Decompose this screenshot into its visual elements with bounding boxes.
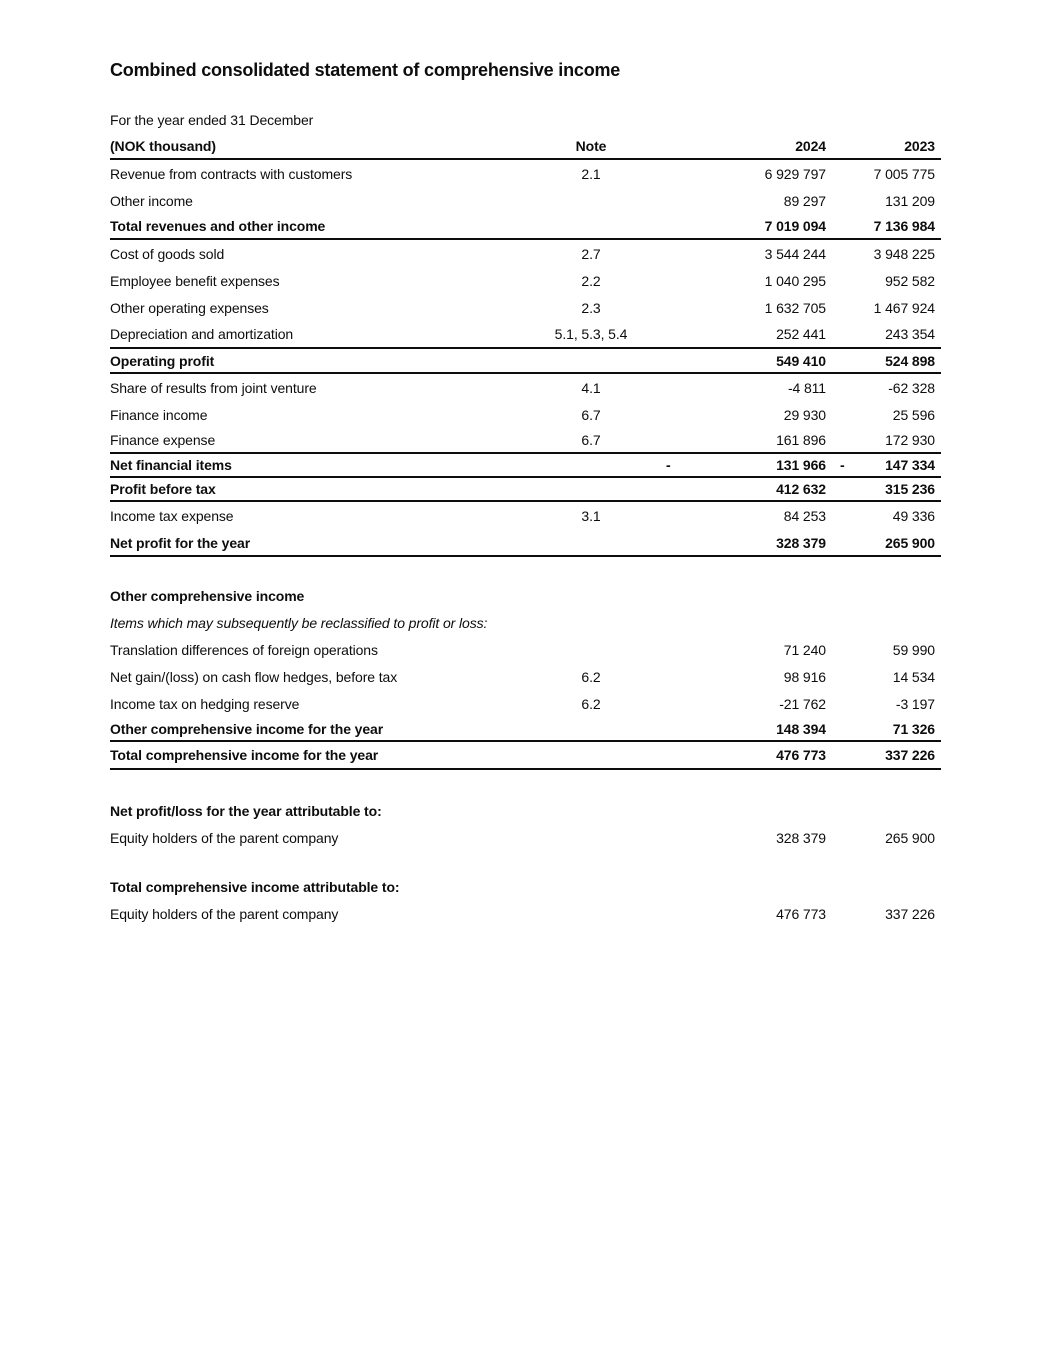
row-value-2024 [666,696,826,712]
value-2024-text: 412 632 [776,481,826,497]
row-label: Revenue from contracts with customers [110,165,353,182]
row-label: Net gain/(loss) on cash flow hedges, before tax [110,668,398,685]
value-2023-text: 265 900 [885,534,935,551]
table-row [110,478,941,502]
row-note: 4.1 [581,379,601,396]
value-2024-text: 98 916 [783,668,826,685]
row-value-2023 [826,906,941,922]
row-value-2023 [826,218,941,234]
row-label: Equity holders of the parent company [110,905,339,922]
column-header-2024: 2024 [795,138,826,154]
value-2024-text: 549 410 [776,352,826,369]
row-value-2024 [666,300,826,316]
value-2023-text: 524 898 [885,352,935,369]
value-2023-text: 337 226 [885,747,935,763]
value-2023-text: 25 596 [892,406,935,423]
table-row [110,530,941,557]
page-subtitle: For the year ended 31 December [110,112,314,128]
value-2024-text: -21 762 [779,695,826,712]
value-2023-text: 14 534 [892,668,935,685]
table-row [110,690,941,717]
value-2024-text: 1 040 295 [764,272,826,289]
table-row [110,401,941,428]
row-value-2024 [666,457,826,473]
row-label: Total revenues and other income [110,218,326,234]
oci-reclassification-note: Items which may subsequently be reclassified to profit or loss: [110,614,488,631]
row-value-2024 [666,273,826,289]
value-2024-text: 84 253 [783,508,826,524]
table-row [110,742,941,770]
value-2024-text: 328 379 [776,829,826,846]
row-value-2024 [666,642,826,658]
row-label: Income tax expense [110,508,234,524]
row-value-2023 [826,246,941,262]
value-2023-text: 3 948 225 [873,245,935,262]
row-value-2023 [826,353,941,369]
value-2023-text: 952 582 [885,272,935,289]
row-value-2024 [666,218,826,234]
value-2024-text: 252 441 [776,326,826,342]
row-value-2023 [826,326,941,342]
row-value-2024 [666,193,826,209]
row-value-2023 [826,830,941,846]
total-comprehensive-attribution-heading: Total comprehensive income attributable to: [110,878,400,895]
row-value-2024 [666,353,826,369]
value-2023-text: 7 136 984 [873,218,935,234]
row-value-2024 [666,906,826,922]
row-value-2024 [666,481,826,497]
row-value-2024 [666,407,826,423]
row-value-2023 [826,642,941,658]
row-note: 6.7 [581,432,601,448]
value-2024-text: 476 773 [776,905,826,922]
row-label: Other operating expenses [110,299,269,316]
row-value-2023 [826,721,941,737]
value-2024-text: 3 544 244 [764,245,826,262]
value-2024-text: 328 379 [776,534,826,551]
row-value-2024 [666,830,826,846]
oci-rows [110,636,941,770]
row-value-2024 [666,380,826,396]
total-comprehensive-attribution-section [110,873,941,927]
table-row [110,900,941,927]
value-2024-text: 148 394 [776,720,826,737]
row-value-2024 [666,326,826,342]
value-2023-text: 59 990 [892,641,935,658]
row-value-2023 [826,166,941,182]
net-profit-attribution-section [110,797,941,851]
row-value-2024 [666,747,826,763]
row-note: 6.2 [581,695,601,712]
row-label: Other comprehensive income for the year [110,720,384,737]
value-2023-text: -62 328 [888,379,935,396]
net-profit-attribution-heading: Net profit/loss for the year attributable to: [110,802,382,819]
value-2023-text: 7 005 775 [873,165,935,182]
column-header-2023: 2023 [904,138,935,154]
row-value-2023 [826,380,941,396]
row-value-2023 [826,696,941,712]
income-statement-table [110,134,941,557]
row-value-2024 [666,535,826,551]
row-label: Operating profit [110,352,215,369]
value-2023-text: 131 209 [885,192,935,209]
row-label: Depreciation and amortization [110,326,294,342]
page-title: Combined consolidated statement of comprehensive income [110,60,621,80]
row-label: Finance income [110,406,208,423]
row-note: 2.2 [581,272,601,289]
row-value-2023 [826,273,941,289]
value-2023-text: -3 197 [895,695,935,712]
net-profit-attribution-rows [110,824,941,851]
row-label: Cost of goods sold [110,245,225,262]
table-row [110,294,941,321]
table-row [110,636,941,663]
value-2024-text: 29 930 [783,406,826,423]
table-header-row [110,134,941,160]
row-note: 2.7 [581,245,601,262]
value-2023-text: 49 336 [892,508,935,524]
row-note: 6.2 [581,668,601,685]
minus-sign-2023: - [840,457,845,473]
row-note: 5.1, 5.3, 5.4 [554,326,628,342]
row-value-2023 [826,300,941,316]
oci-section-heading: Other comprehensive income [110,587,305,604]
row-label: Net financial items [110,457,232,473]
value-2023-text: 71 326 [892,720,935,737]
table-row [110,502,941,530]
table-row [110,160,941,187]
row-note: 2.3 [581,299,601,316]
value-2024-text: 7 019 094 [764,218,826,234]
row-value-2023 [826,747,941,763]
value-2024-text: 6 929 797 [764,165,826,182]
column-header-note: Note [575,138,607,154]
value-2023-text: 337 226 [885,905,935,922]
row-label: Translation differences of foreign operations [110,641,378,658]
value-2024-text: 476 773 [776,747,826,763]
row-value-2024 [666,669,826,685]
row-value-2024 [666,432,826,448]
value-2023-text: 1 467 924 [873,299,935,316]
row-value-2023 [826,508,941,524]
value-2024-text: 1 632 705 [764,299,826,316]
table-row [110,374,941,401]
row-label: Net profit for the year [110,534,251,551]
row-label: Share of results from joint venture [110,379,317,396]
value-2023-text: 265 900 [885,829,935,846]
table-row [110,428,941,454]
row-note: 2.1 [581,165,601,182]
row-label: Finance expense [110,432,216,448]
row-note: 6.7 [581,406,601,423]
row-value-2023 [826,457,941,473]
table-row [110,321,941,349]
row-value-2024 [666,721,826,737]
row-value-2024 [666,508,826,524]
row-label: Other income [110,192,193,209]
table-row [110,267,941,294]
table-row [110,824,941,851]
value-2023-text: 243 354 [885,326,935,342]
row-value-2024 [666,246,826,262]
row-label: Profit before tax [110,481,216,497]
row-value-2023 [826,669,941,685]
row-value-2024 [666,166,826,182]
table-row [110,663,941,690]
income-statement-rows [110,160,941,557]
row-note: 3.1 [581,508,601,524]
row-value-2023 [826,193,941,209]
value-2024-text: -4 811 [787,379,826,396]
row-value-2023 [826,535,941,551]
row-value-2023 [826,432,941,448]
row-label: Income tax on hedging reserve [110,695,300,712]
table-row [110,214,941,240]
table-row [110,187,941,214]
value-2023-text: 315 236 [885,481,935,497]
table-row [110,349,941,374]
value-2023-text: 172 930 [885,432,935,448]
value-2024-text: 131 966 [776,457,826,473]
minus-sign-2024: - [666,457,671,473]
value-2023-text: 147 334 [885,457,935,473]
row-value-2023 [826,407,941,423]
value-2024-text: 161 896 [776,432,826,448]
row-value-2023 [826,481,941,497]
table-row [110,240,941,267]
row-label: Total comprehensive income for the year [110,747,379,763]
row-label: Equity holders of the parent company [110,829,339,846]
row-label: Employee benefit expenses [110,272,280,289]
value-2024-text: 71 240 [783,641,826,658]
table-row [110,454,941,478]
table-row [110,717,941,742]
column-header-nok-thousand: (NOK thousand) [110,138,216,154]
value-2024-text: 89 297 [783,192,826,209]
total-comprehensive-attribution-rows [110,900,941,927]
other-comprehensive-income-section [110,582,941,770]
